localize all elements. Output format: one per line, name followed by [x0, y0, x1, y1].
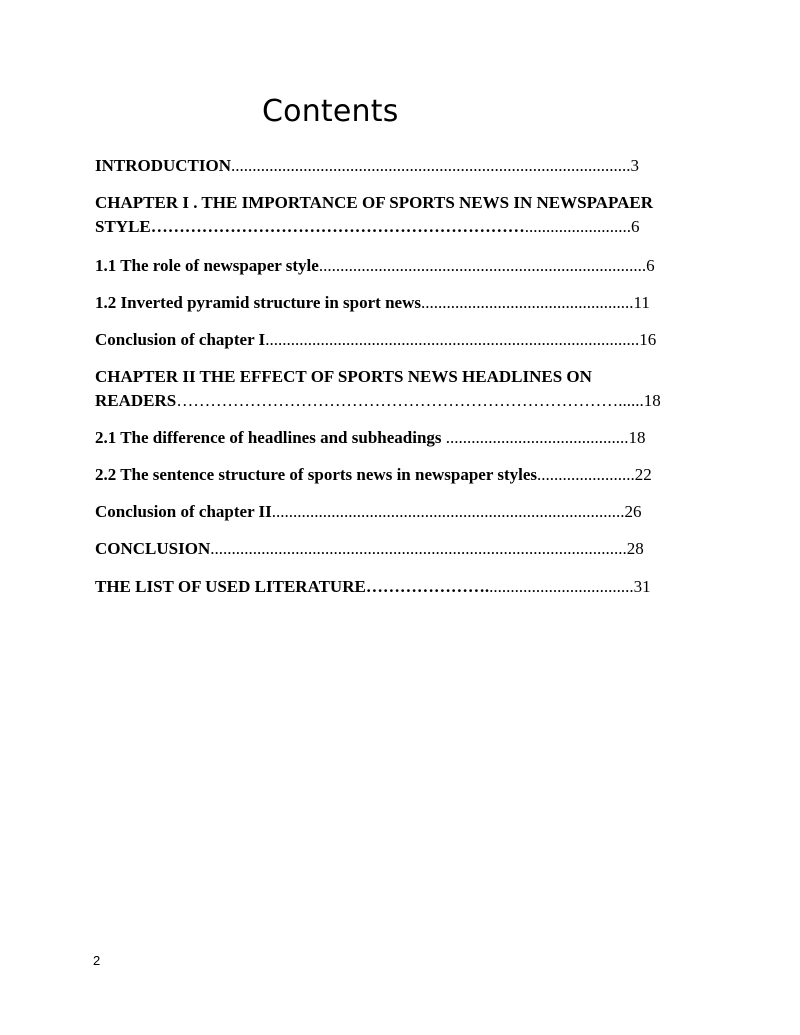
toc-label: CHAPTER II THE EFFECT OF SPORTS NEWS HEADLINES ON: [95, 367, 592, 386]
toc-entry-literature[interactable]: [95, 575, 651, 599]
toc-leader-dots: ..................................................................................................: [210, 539, 627, 558]
toc-leader-dots: ..............................................................................................: [231, 156, 631, 175]
toc-page-number: 28: [626, 539, 644, 558]
toc-leader-dots: .......................: [537, 465, 635, 484]
toc-entry-conclusion-chapter-2[interactable]: [95, 500, 642, 524]
toc-page-number: 26: [624, 502, 642, 521]
toc-label: READERS: [95, 391, 177, 410]
toc-leader-dots: ...................................................................................: [271, 502, 625, 521]
toc-entry-chapter-2-line1[interactable]: [95, 365, 592, 389]
toc-entry-chapter-1-line1[interactable]: [95, 191, 653, 215]
toc-label: Conclusion of chapter I: [95, 330, 266, 349]
toc-label: INTRODUCTION: [95, 156, 232, 175]
toc-entry-conclusion[interactable]: [95, 537, 644, 561]
toc-label: CONCLUSION: [95, 539, 211, 558]
toc-leader-dots: ..................................................: [420, 293, 634, 312]
toc-page-number: 6: [646, 256, 655, 275]
toc-page-number: 16: [639, 330, 657, 349]
toc-entry-chapter-1-line2[interactable]: [95, 215, 640, 239]
toc-page-number: 6: [631, 217, 640, 236]
toc-entry-1-1[interactable]: [95, 254, 655, 278]
page-title: Contents: [262, 94, 399, 129]
toc-entry-introduction[interactable]: [95, 154, 639, 178]
page-footer-number: 2: [93, 953, 101, 968]
toc-label: 2.1 The difference of headlines and subheadings: [95, 428, 442, 447]
toc-page-number: 22: [634, 465, 652, 484]
toc-entry-1-2[interactable]: [95, 291, 650, 315]
toc-page-number: 31: [633, 577, 651, 596]
toc-label: CHAPTER I . THE IMPORTANCE OF SPORTS NEWS IN NEWSPAPAER: [95, 193, 653, 212]
toc-leader-dots: .........................: [524, 217, 631, 236]
toc-leader-dots: ..................................: [489, 577, 634, 596]
toc-leader-dots: ...........................................: [441, 428, 629, 447]
toc-label: 2.2 The sentence structure of sports news in newspaper styles: [95, 465, 537, 484]
toc-page-number: 18: [628, 428, 646, 447]
toc-label: THE LIST OF USED LITERATURE: [95, 577, 366, 596]
toc-entry-2-2[interactable]: [95, 463, 652, 487]
toc-page-number: 18: [643, 391, 661, 410]
toc-page-number: 3: [630, 156, 640, 175]
toc-label: Conclusion of chapter II: [95, 502, 272, 521]
toc-page-number: 11: [633, 293, 650, 312]
toc-entry-conclusion-chapter-1[interactable]: [95, 328, 656, 352]
toc-label: STYLE: [95, 217, 151, 236]
toc-leader-dots: …………………………………………………………: [150, 217, 525, 236]
toc-label: 1.1 The role of newspaper style: [95, 256, 319, 275]
toc-leader-dots: ……………………………………………………………………......: [176, 391, 644, 410]
toc-leader-dots: ………………….: [365, 577, 490, 596]
toc-leader-dots: ........................................................................................: [265, 330, 640, 349]
toc-entry-2-1[interactable]: [95, 426, 646, 450]
toc-label: 1.2 Inverted pyramid structure in sport news: [95, 293, 421, 312]
toc-entry-chapter-2-line2[interactable]: [95, 389, 661, 413]
toc-leader-dots: .............................................................................: [318, 256, 647, 275]
